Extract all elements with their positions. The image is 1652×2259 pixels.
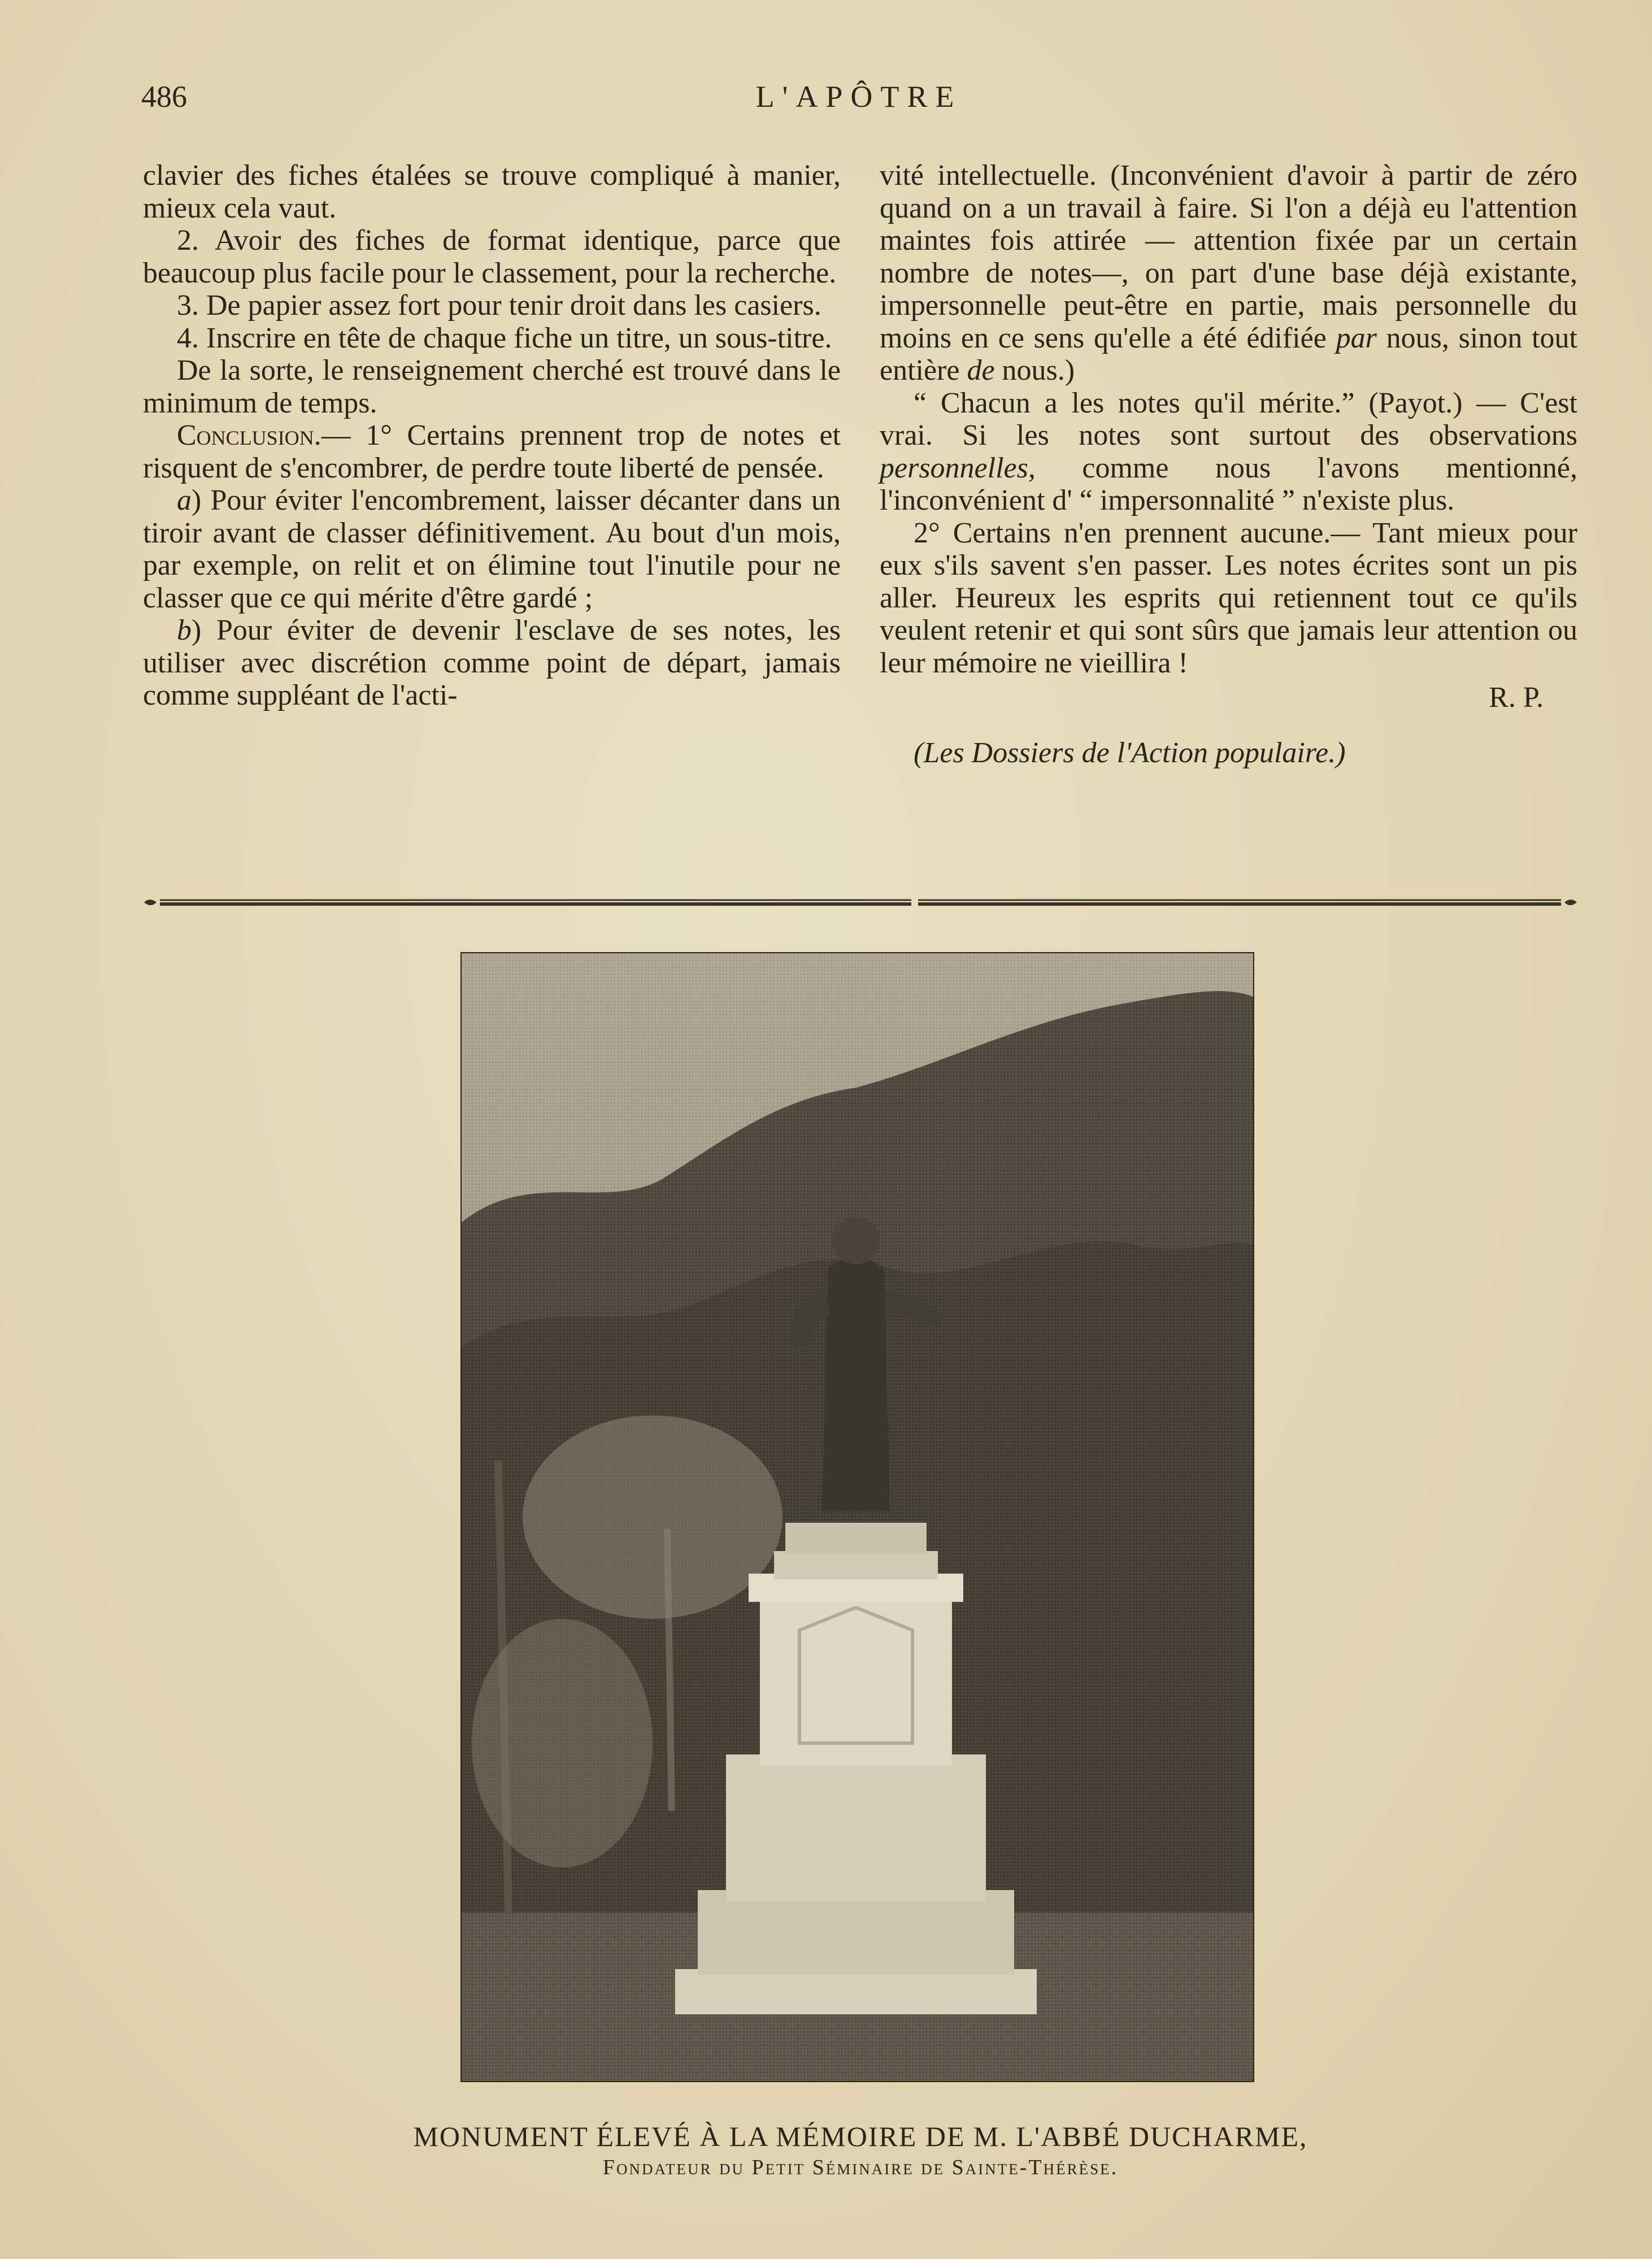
signature: R. P. <box>1489 681 1544 714</box>
text-run: nous, sinon tout entière <box>880 322 1577 386</box>
paragraph-point-a <box>143 484 841 614</box>
paragraph-conclusion <box>143 419 841 484</box>
page-header <box>141 79 1576 124</box>
conclusion-text: — 1° Certains prennent trop de notes et risquent de s'encombrer, de perdre toute liberté de pensée. <box>143 419 841 484</box>
source-citation <box>880 737 1577 770</box>
point-b-label: b <box>177 614 192 646</box>
text-run: comme nous l'avons mentionné, l'inconvénient d' “ impersonnalité ” n'existe plus. <box>880 451 1577 516</box>
text-run: nous.) <box>994 354 1075 386</box>
italic-par: par <box>1336 322 1377 354</box>
caption-subtitle: Fondateur du Petit Séminaire de Sainte-Thérèse. <box>602 2156 1119 2179</box>
text-run: vité intellectuelle. (Inconvénient d'avoir à partir de zéro quand on a un travail à faire. Si l'on a déjà eu l'attention maintes fois attirée — attention fixée par un certain nombre de notes—, on part d'une base déjà existante, impersonnelle peut-être en partie, mais personnelle du moins en ce sens qu'elle a été édifiée <box>880 159 1577 354</box>
running-title: L'APÔTRE <box>755 80 962 114</box>
paragraph-clavier: clavier des fiches étalées se trouve compliqué à manier, mieux cela vaut. <box>143 159 841 224</box>
decorative-rule <box>143 895 1578 910</box>
paragraph-chacun <box>880 387 1577 517</box>
photo-caption <box>143 2120 1578 2180</box>
right-column <box>880 159 1577 769</box>
page-number: 486 <box>141 80 187 114</box>
italic-de: de <box>967 354 995 386</box>
paragraph-vite-intellectuelle <box>880 159 1577 387</box>
left-column <box>143 159 841 712</box>
conclusion-label: Conclusion. <box>177 419 321 451</box>
point-b-text: ) Pour éviter de devenir l'esclave de ses notes, les utiliser avec discrétion comme point de départ, jamais comme suppléant de l'acti- <box>143 614 841 711</box>
point-a-text: ) Pour éviter l'encombrement, laisser décanter dans un tiroir avant de classer définitivement. Au bout d'un mois, par exemple, on relit et on élimine tout l'inutile pour ne classer que ce qui mérite d'être gardé ; <box>143 484 841 614</box>
point-a-label: a <box>177 484 192 516</box>
paragraph-de-la-sorte: De la sorte, le renseignement cherché est trouvé dans le minimum de temps. <box>143 354 841 419</box>
text-run: “ Chacun a les notes qu'il mérite.” (Payot.) — C'est vrai. Si les notes sont surtout des observations <box>880 386 1577 451</box>
italic-personnelles: personnelles, <box>880 451 1036 484</box>
paragraph-point-2-aucune: 2° Certains n'en prennent aucune.— Tant mieux pour eux s'ils savent s'en passer. Les notes écrites sont un pis aller. Heureux les esprits qui retiennent tout ce qu'ils veulent retenir et qui sont sûrs que jamais leur attention ou leur mémoire ne vieillira ! <box>880 516 1577 679</box>
paragraph-point-4: 4. Inscrire en tête de chaque fiche un titre, un sous-titre. <box>177 322 832 354</box>
caption-title: MONUMENT ÉLEVÉ À LA MÉMOIRE DE M. L'ABBÉ DUCHARME, <box>413 2121 1308 2152</box>
monument-photo <box>460 952 1254 2082</box>
paragraph-point-b <box>143 614 841 712</box>
source-text: (Les Dossiers de l'Action populaire.) <box>914 736 1346 769</box>
paragraph-point-2: 2. Avoir des fiches de format identique, parce que beaucoup plus facile pour le classement, pour la recherche. <box>143 224 841 289</box>
paragraph-point-3: 3. De papier assez fort pour tenir droit dans les casiers. <box>177 289 821 322</box>
